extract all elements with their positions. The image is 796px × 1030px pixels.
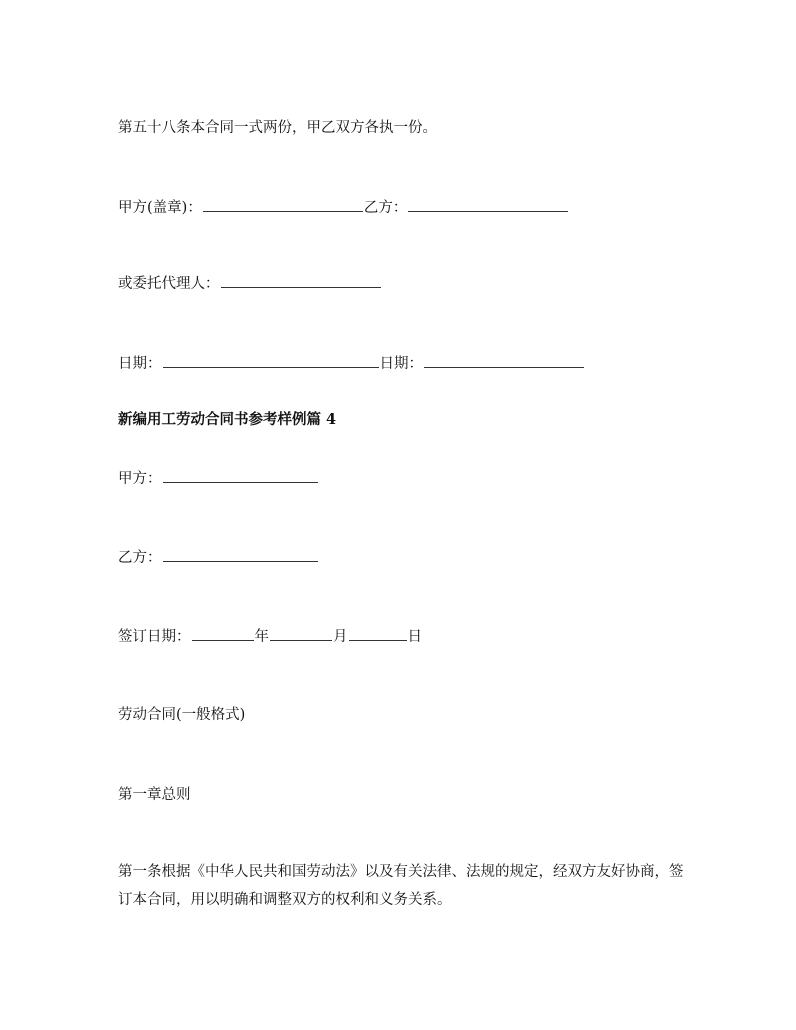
signing-day-blank[interactable]: [349, 625, 407, 641]
signing-day-unit: 日: [407, 629, 422, 645]
party-a-seal-blank[interactable]: [203, 196, 363, 212]
contract-title: 劳动合同(一般格式): [118, 707, 246, 723]
signing-month-unit: 月: [333, 629, 348, 645]
party-a-row: [118, 467, 319, 491]
party-b-row: [118, 546, 319, 570]
section-heading: 新编用工劳动合同书参考样例篇 4: [118, 411, 337, 428]
signing-year-unit: 年: [254, 629, 269, 645]
date-a-blank[interactable]: [163, 352, 379, 368]
signature-row-agent: [118, 272, 382, 296]
date-b-label: 日期：: [379, 356, 423, 372]
agent-blank[interactable]: [221, 272, 381, 288]
party-a-label: 甲方：: [118, 471, 162, 487]
article-58-text: 第五十八条本合同一式两份，甲乙双方各执一份。: [118, 120, 437, 136]
chapter-1-title: 第一章总则: [118, 787, 191, 803]
signing-year-blank[interactable]: [192, 625, 254, 641]
party-b-blank-2[interactable]: [163, 546, 318, 562]
signature-row-parties: [118, 196, 569, 220]
party-a-seal-label: 甲方(盖章)：: [118, 200, 202, 216]
signing-month-blank[interactable]: [270, 625, 332, 641]
party-b-blank[interactable]: [408, 196, 568, 212]
signature-row-dates: [118, 352, 585, 376]
article-1-text: 第一条根据《中华人民共和国劳动法》以及有关法律、法规的规定，经双方友好协商，签订本合同，用以明确和调整双方的权利和义务关系。: [118, 864, 684, 908]
date-a-label: 日期：: [118, 356, 162, 372]
party-b-label-2: 乙方：: [118, 550, 162, 566]
date-b-blank[interactable]: [424, 352, 584, 368]
party-b-label: 乙方：: [363, 200, 408, 216]
agent-label: 或委托代理人：: [118, 276, 220, 292]
signing-date-label: 签订日期：: [118, 629, 191, 645]
signing-date-row: [118, 625, 422, 649]
party-a-blank[interactable]: [163, 467, 318, 483]
